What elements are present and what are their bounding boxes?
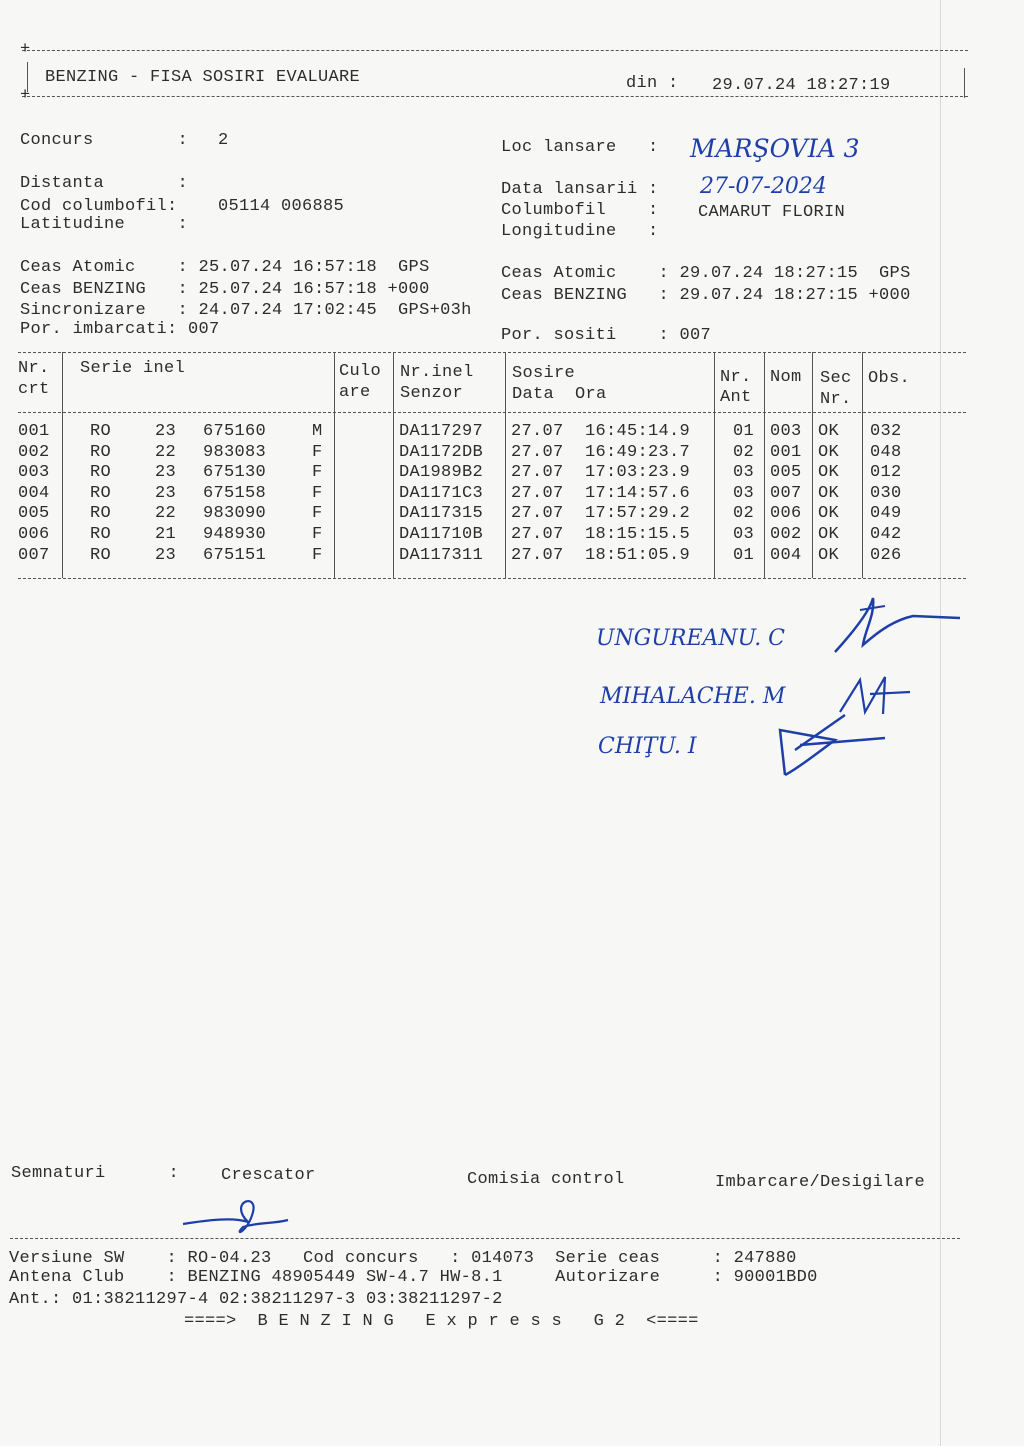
- table-row: [0, 442, 902, 464]
- header-sosire: Sosire: [512, 364, 576, 383]
- table-row: [0, 504, 902, 525]
- header-obs: Obs.: [868, 369, 911, 388]
- cell-tara: RO: [90, 422, 112, 441]
- handwritten-name-3: CHIŢU. I: [598, 734, 697, 759]
- header-right-border: [964, 68, 965, 98]
- cell-sec: OK: [818, 463, 840, 483]
- clock-left-1: Ceas Atomic : 25.07.24 16:57:18 GPS: [20, 258, 430, 277]
- cell-data: 27.07: [511, 463, 564, 483]
- cell-senzor: DA1171C3: [399, 483, 484, 503]
- cod-columbofil-value: 05114 006885: [218, 197, 345, 216]
- cell-obs: 012: [870, 463, 902, 483]
- document-title: BENZING - FISA SOSIRI EVALUARE: [45, 68, 361, 87]
- data-lansarii-handwritten: 27-07-2024: [700, 174, 827, 199]
- footer-line-4: ====> B E N Z I N G E x p r e s s G 2 <====: [184, 1312, 699, 1331]
- crescator-label: Crescator: [221, 1166, 316, 1185]
- clock-right-1: Ceas Atomic : 29.07.24 18:27:15 GPS: [501, 264, 911, 283]
- col-sep-sosire: [505, 352, 506, 578]
- cell-ant: 01: [733, 545, 755, 565]
- cell-senzor: DA11710B: [399, 525, 484, 544]
- handwritten-name-2: MIHALACHE. M: [600, 684, 786, 709]
- table-row: [0, 422, 902, 443]
- signature-chitu: [775, 700, 895, 785]
- cell-tara: RO: [90, 504, 112, 524]
- table-top-border: [18, 352, 966, 353]
- cell-obs: 032: [870, 422, 902, 441]
- cell-crt: 001: [18, 422, 50, 441]
- table-row: [0, 525, 902, 546]
- cell-obs: 030: [870, 483, 902, 503]
- cell-obs: 048: [870, 442, 902, 462]
- cell-tara: RO: [90, 525, 112, 544]
- cell-ora: 18:51:05.9: [585, 545, 691, 565]
- footer-separator: [10, 1238, 960, 1239]
- cell-an: 23: [155, 463, 177, 483]
- cell-tara: RO: [90, 483, 112, 503]
- table-bottom-border: [18, 578, 966, 579]
- cell-obs: 049: [870, 504, 902, 524]
- footer-line-1: Versiune SW : RO-04.23 Cod concurs : 014073 Serie ceas : 247880: [9, 1249, 797, 1268]
- concurs-label: Concurs :: [20, 131, 189, 150]
- cell-ant: 02: [733, 442, 755, 462]
- header-serie-inel: Serie inel: [80, 359, 186, 378]
- cell-data: 27.07: [511, 442, 564, 462]
- cell-nom: 003: [770, 422, 802, 441]
- handwritten-name-1: UNGUREANU. C: [596, 626, 786, 651]
- columbofil-label: Columbofil :: [501, 201, 659, 220]
- latitudine-label: Latitudine :: [20, 215, 189, 234]
- table-row: [0, 545, 902, 567]
- cell-nr: 675160: [203, 422, 267, 441]
- cell-ant: 01: [733, 422, 755, 441]
- distanta-label: Distanta :: [20, 174, 189, 193]
- cell-ora: 18:15:15.5: [585, 525, 691, 544]
- header-culo: Culo: [339, 362, 382, 381]
- cell-ora: 17:14:57.6: [585, 483, 691, 503]
- cell-crt: 006: [18, 525, 50, 544]
- cell-sex: F: [312, 463, 323, 483]
- cell-nr: 675158: [203, 483, 267, 503]
- header-top-border: [22, 50, 968, 51]
- cell-sex: M: [312, 422, 323, 441]
- table-row: [0, 463, 902, 484]
- clock-right-2: Ceas BENZING : 29.07.24 18:27:15 +000: [501, 286, 911, 305]
- table-row: [0, 483, 902, 505]
- cell-nom: 001: [770, 442, 802, 462]
- cell-crt: 005: [18, 504, 50, 524]
- cell-senzor: DA117297: [399, 422, 484, 441]
- cod-columbofil-label: Cod columbofil:: [20, 197, 178, 216]
- longitudine-label: Longitudine :: [501, 222, 659, 241]
- cell-senzor: DA1989B2: [399, 463, 484, 483]
- concurs-value: 2: [218, 131, 229, 150]
- header-bottom-border: [22, 96, 968, 97]
- cell-obs: 026: [870, 545, 902, 565]
- cell-data: 27.07: [511, 525, 564, 544]
- col-sep-culoare: [334, 352, 335, 578]
- cell-an: 21: [155, 525, 177, 544]
- cell-ora: 16:49:23.7: [585, 442, 691, 462]
- cell-sec: OK: [818, 442, 840, 462]
- data-lansarii-label: Data lansarii :: [501, 180, 659, 199]
- cell-sex: F: [312, 483, 323, 503]
- col-sep-obs: [862, 352, 863, 578]
- cell-data: 27.07: [511, 483, 564, 503]
- cell-nr: 675151: [203, 545, 267, 565]
- cell-an: 22: [155, 442, 177, 462]
- cell-nom: 004: [770, 545, 802, 565]
- footer-line-2: Antena Club : BENZING 48905449 SW-4.7 HW-8.1 Autorizare : 90001BD0: [9, 1268, 818, 1287]
- columbofil-value: CAMARUT FLORIN: [698, 203, 846, 222]
- cell-sec: OK: [818, 483, 840, 503]
- cell-crt: 007: [18, 545, 50, 565]
- cell-data: 27.07: [511, 422, 564, 441]
- cell-ant: 02: [733, 504, 755, 524]
- cell-an: 23: [155, 422, 177, 441]
- cell-crt: 004: [18, 483, 50, 503]
- clock-left-3: Sincronizare : 24.07.24 17:02:45 GPS+03h: [20, 301, 472, 320]
- clock-right-4: Por. sositi : 007: [501, 326, 712, 345]
- header-nr-ant: Nr.: [720, 368, 752, 387]
- cell-senzor: DA1172DB: [399, 442, 484, 462]
- col-sep-ant: [714, 352, 715, 578]
- paper-fold-line: [940, 0, 941, 1446]
- header-ant: Ant: [720, 388, 752, 407]
- header-are: are: [339, 383, 371, 402]
- table-header-separator: [18, 412, 966, 413]
- cell-senzor: DA117311: [399, 545, 484, 565]
- cell-tara: RO: [90, 463, 112, 483]
- header-sec: Sec: [820, 369, 852, 388]
- cell-nom: 007: [770, 483, 802, 503]
- header-nr: Nr.: [18, 359, 50, 378]
- signature-ungureanu: [825, 590, 965, 665]
- din-label: din :: [626, 74, 679, 93]
- cell-tara: RO: [90, 545, 112, 565]
- col-sep-senzor: [393, 352, 394, 578]
- header-sec-nr: Nr.: [820, 390, 852, 409]
- loc-lansare-label: Loc lansare :: [501, 138, 659, 157]
- cell-sex: F: [312, 525, 323, 544]
- cell-ora: 17:57:29.2: [585, 504, 691, 524]
- col-sep-crt: [62, 352, 63, 578]
- cell-crt: 003: [18, 463, 50, 483]
- imbarcare-label: Imbarcare/Desigilare: [715, 1173, 926, 1192]
- header-plus-tl: +: [20, 40, 31, 59]
- cell-obs: 042: [870, 525, 902, 544]
- cell-crt: 002: [18, 442, 50, 462]
- cell-nr: 948930: [203, 525, 267, 544]
- cell-nr: 983083: [203, 442, 267, 462]
- header-plus-bl: +: [20, 86, 31, 105]
- cell-data: 27.07: [511, 504, 564, 524]
- cell-data: 27.07: [511, 545, 564, 565]
- cell-an: 22: [155, 504, 177, 524]
- clock-left-2: Ceas BENZING : 25.07.24 16:57:18 +000: [20, 280, 430, 299]
- din-value: 29.07.24 18:27:19: [712, 76, 891, 95]
- cell-ant: 03: [733, 483, 755, 503]
- cell-ant: 03: [733, 525, 755, 544]
- footer-line-3: Ant.: 01:38211297-4 02:38211297-3 03:38211297-2: [9, 1290, 503, 1309]
- clock-left-4: Por. imbarcati: 007: [20, 320, 220, 339]
- col-sep-sec: [812, 352, 813, 578]
- cell-nr: 675130: [203, 463, 267, 483]
- cell-nr: 983090: [203, 504, 267, 524]
- col-sep-nom: [764, 352, 765, 578]
- header-crt: crt: [18, 380, 50, 399]
- header-senzor: Senzor: [400, 384, 464, 403]
- cell-sex: F: [312, 442, 323, 462]
- cell-sex: F: [312, 545, 323, 565]
- cell-nom: 006: [770, 504, 802, 524]
- cell-tara: RO: [90, 442, 112, 462]
- cell-sec: OK: [818, 504, 840, 524]
- cell-sex: F: [312, 504, 323, 524]
- cell-nom: 005: [770, 463, 802, 483]
- cell-nom: 002: [770, 525, 802, 544]
- cell-an: 23: [155, 483, 177, 503]
- cell-sec: OK: [818, 545, 840, 565]
- header-data-ora: Data Ora: [512, 385, 607, 404]
- cell-senzor: DA117315: [399, 504, 484, 524]
- cell-sec: OK: [818, 525, 840, 544]
- cell-ora: 16:45:14.9: [585, 422, 691, 441]
- semnaturi-label: Semnaturi :: [11, 1164, 180, 1183]
- cell-sec: OK: [818, 422, 840, 441]
- header-nom: Nom: [770, 368, 802, 387]
- cell-an: 23: [155, 545, 177, 565]
- cell-ora: 17:03:23.9: [585, 463, 691, 483]
- cell-ant: 03: [733, 463, 755, 483]
- header-nr-inel: Nr.inel: [400, 363, 474, 382]
- comisia-label: Comisia control: [467, 1170, 625, 1189]
- loc-lansare-handwritten: MARŞOVIA 3: [690, 134, 860, 163]
